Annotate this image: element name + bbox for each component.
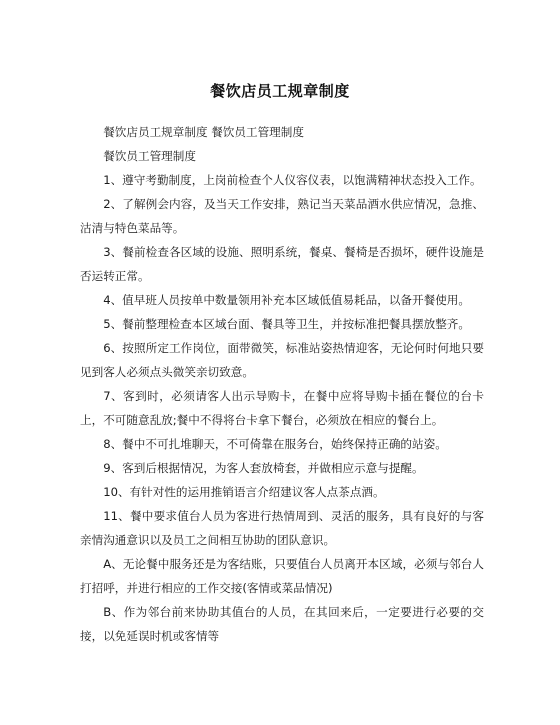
- paragraph-rule-9: 9、客到后根据情况，为客人套放椅套，并做相应示意与提醒。: [103, 461, 424, 475]
- paragraph-rule-2: 2、了解例会内容，及当天工作安排，熟记当天菜品酒水供应情况，急推、沽清与特色菜品等。: [80, 197, 484, 235]
- paragraph-section-heading: 餐饮员工管理制度: [103, 149, 196, 163]
- paragraph-rule-6: 6、按照所定工作岗位，面带微笑，标准站姿热情迎客，无论何时何地只要见到客人必须点头微笑亲切致意。: [80, 341, 484, 379]
- paragraph-rule-1: 1、遵守考勤制度，上岗前检查个人仪容仪表，以饱满精神状态投入工作。: [103, 173, 482, 187]
- paragraph-rule-10: 10、有针对性的运用推销语言介绍建议客人点茶点酒。: [103, 485, 385, 499]
- document-title: 餐饮店员工规章制度: [210, 82, 350, 100]
- paragraph-rule-11: 11、餐中要求值台人员为客进行热情周到、灵活的服务，具有良好的与客亲情沟通意识以及员工之间相互协助的团队意识。: [80, 509, 484, 547]
- paragraph-rule-3: 3、餐前检查各区域的设施、照明系统，餐桌、餐椅是否损坏，硬件设施是否运转正常。: [80, 245, 484, 283]
- paragraph-rule-5: 5、餐前整理检查本区域台面、餐具等卫生，并按标准把餐具摆放整齐。: [103, 317, 470, 331]
- paragraph-rule-8: 8、餐中不可扎堆聊天，不可倚靠在服务台，始终保持正确的站姿。: [103, 437, 447, 451]
- paragraph-subtitle: 餐饮店员工规章制度 餐饮员工管理制度: [103, 125, 304, 139]
- document-body: [80, 120, 484, 648]
- paragraph-rule-7: 7、客到时，必须请客人出示导购卡，在餐中应将导购卡插在餐位的台卡上，不可随意乱放;餐中不得将台卡拿下餐台，必须放在相应的餐台上。: [80, 389, 484, 427]
- paragraph-rule-11-a: A、无论餐中服务还是为客结账，只要值台人员离开本区域，必须与邻台人打招呼，并进行相应的工作交接(客情或菜品情况): [80, 557, 484, 595]
- paragraph-rule-4: 4、值早班人员按单中数量领用补充本区域低值易耗品，以备开餐使用。: [103, 293, 470, 307]
- paragraph-rule-11-b: B、作为邻台前来协助其值台的人员，在其回来后，一定要进行必要的交接，以免延误时机或客情等: [80, 605, 484, 643]
